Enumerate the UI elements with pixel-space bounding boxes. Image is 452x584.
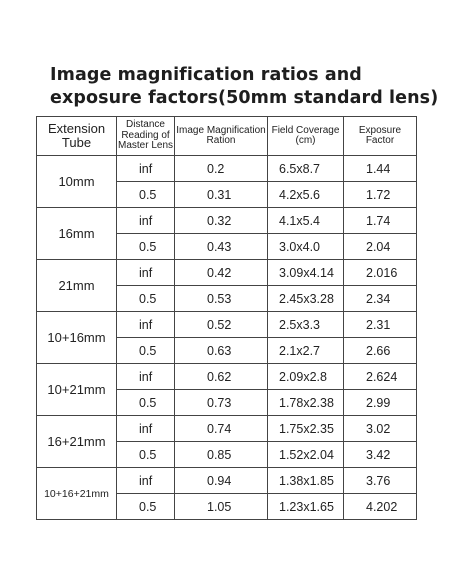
coverage-cell: 1.23x1.65 (268, 494, 344, 520)
magnification-cell: 0.52 (175, 312, 268, 338)
distance-cell: 0.5 (117, 286, 175, 312)
coverage-cell: 1.38x1.85 (268, 468, 344, 494)
exposure-cell: 2.34 (344, 286, 417, 312)
magnification-cell: 0.43 (175, 234, 268, 260)
header-exposure-factor: Exposure Factor (344, 117, 417, 156)
coverage-cell: 6.5x8.7 (268, 156, 344, 182)
header-image-magnification: Image Magnification Ration (175, 117, 268, 156)
coverage-cell: 4.2x5.6 (268, 182, 344, 208)
tube-cell: 10+16+21mm (37, 468, 117, 520)
distance-cell: 0.5 (117, 442, 175, 468)
tube-cell: 16mm (37, 208, 117, 260)
header-extension-tube: Extension Tube (37, 117, 117, 156)
exposure-cell: 1.44 (344, 156, 417, 182)
magnification-cell: 0.32 (175, 208, 268, 234)
coverage-cell: 4.1x5.4 (268, 208, 344, 234)
exposure-cell: 2.99 (344, 390, 417, 416)
exposure-cell: 2.016 (344, 260, 417, 286)
distance-cell: inf (117, 416, 175, 442)
magnification-cell: 0.62 (175, 364, 268, 390)
tube-cell: 16+21mm (37, 416, 117, 468)
exposure-cell: 2.624 (344, 364, 417, 390)
distance-cell: inf (117, 208, 175, 234)
table-row (37, 312, 417, 338)
magnification-cell: 1.05 (175, 494, 268, 520)
coverage-cell: 2.45x3.28 (268, 286, 344, 312)
distance-cell: inf (117, 312, 175, 338)
title-line-1: Image magnification ratios and (50, 65, 362, 85)
coverage-cell: 2.1x2.7 (268, 338, 344, 364)
exposure-cell: 1.74 (344, 208, 417, 234)
magnification-cell: 0.94 (175, 468, 268, 494)
magnification-cell: 0.63 (175, 338, 268, 364)
distance-cell: 0.5 (117, 182, 175, 208)
distance-cell: inf (117, 364, 175, 390)
exposure-cell: 4.202 (344, 494, 417, 520)
tube-cell: 10mm (37, 156, 117, 208)
coverage-cell: 1.78x2.38 (268, 390, 344, 416)
distance-cell: 0.5 (117, 494, 175, 520)
magnification-cell: 0.53 (175, 286, 268, 312)
header-field-coverage: Field Coverage (cm) (268, 117, 344, 156)
distance-cell: inf (117, 468, 175, 494)
table-row (37, 156, 417, 182)
magnification-cell: 0.85 (175, 442, 268, 468)
coverage-cell: 3.0x4.0 (268, 234, 344, 260)
tube-cell: 21mm (37, 260, 117, 312)
distance-cell: inf (117, 260, 175, 286)
coverage-cell: 1.75x2.35 (268, 416, 344, 442)
table-row (37, 468, 417, 494)
coverage-cell: 2.5x3.3 (268, 312, 344, 338)
table-row (37, 208, 417, 234)
table-row (37, 416, 417, 442)
tube-cell: 10+21mm (37, 364, 117, 416)
exposure-cell: 3.76 (344, 468, 417, 494)
coverage-cell: 2.09x2.8 (268, 364, 344, 390)
header-distance-reading: Distance Reading of Master Lens (117, 117, 175, 156)
header-row (37, 117, 417, 156)
coverage-cell: 1.52x2.04 (268, 442, 344, 468)
exposure-cell: 2.04 (344, 234, 417, 260)
magnification-table (36, 116, 417, 520)
tube-cell: 10+16mm (37, 312, 117, 364)
magnification-cell: 0.31 (175, 182, 268, 208)
exposure-cell: 3.42 (344, 442, 417, 468)
magnification-cell: 0.2 (175, 156, 268, 182)
title-line-2: exposure factors(50mm standard lens) (50, 88, 439, 108)
distance-cell: inf (117, 156, 175, 182)
magnification-cell: 0.73 (175, 390, 268, 416)
magnification-cell: 0.42 (175, 260, 268, 286)
exposure-cell: 2.31 (344, 312, 417, 338)
coverage-cell: 3.09x4.14 (268, 260, 344, 286)
magnification-cell: 0.74 (175, 416, 268, 442)
exposure-cell: 3.02 (344, 416, 417, 442)
table-row (37, 260, 417, 286)
exposure-cell: 2.66 (344, 338, 417, 364)
page-title (50, 64, 440, 110)
exposure-cell: 1.72 (344, 182, 417, 208)
table-row (37, 364, 417, 390)
distance-cell: 0.5 (117, 390, 175, 416)
distance-cell: 0.5 (117, 338, 175, 364)
distance-cell: 0.5 (117, 234, 175, 260)
